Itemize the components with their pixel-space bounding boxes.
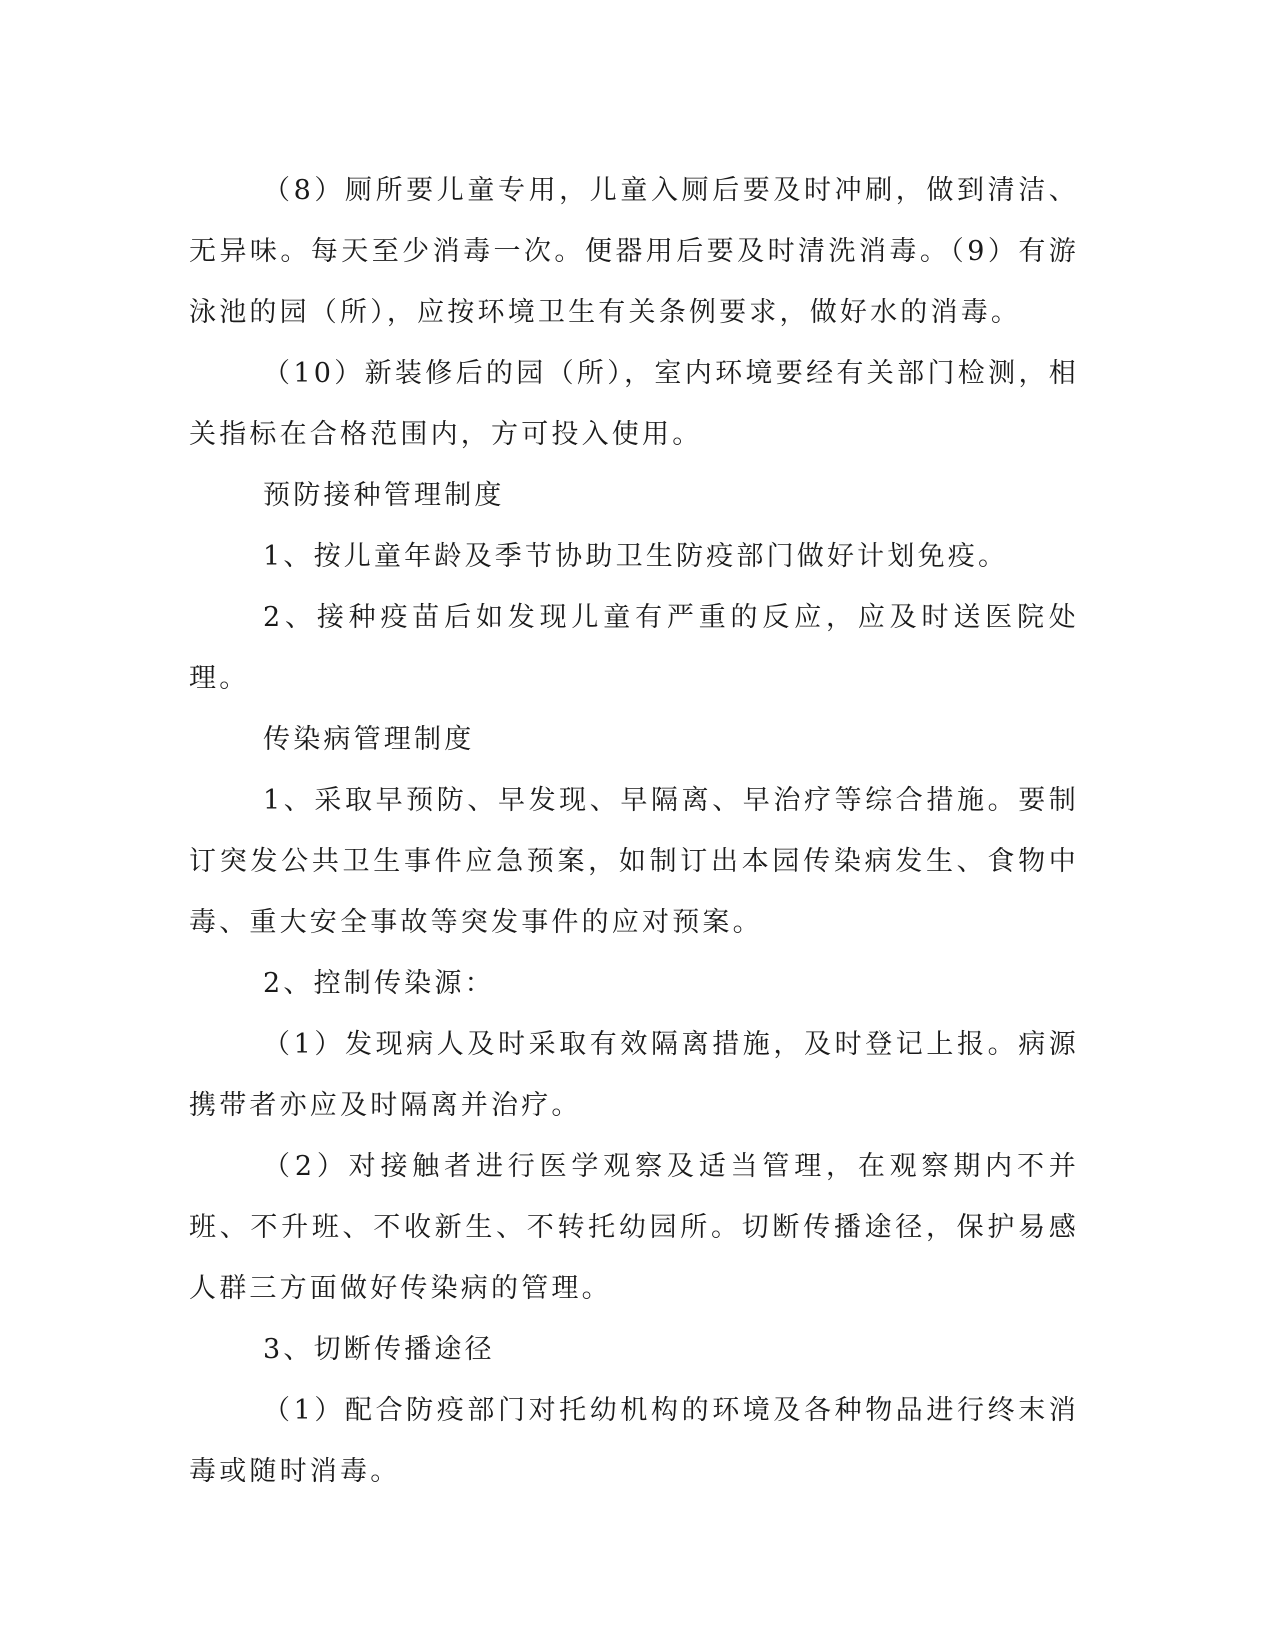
- paragraph-disease-3: 3、切断传播途径: [263, 1334, 495, 1365]
- paragraph-toilet-hygiene: （8）厕所要儿童专用，儿童入厕后要及时冲刷，做到清洁、无异味。每天至少消毒一次。便器用后要及时清洗消毒。（9）有游泳池的园（所），应按环境卫生有关条例要求，做好水的消毒。: [189, 175, 1079, 328]
- document-body: [189, 160, 1079, 1502]
- section-heading-vaccination: 预防接种管理制度: [263, 480, 505, 511]
- paragraph-vaccination-2: 2、接种疫苗后如发现儿童有严重的反应，应及时送医院处理。: [189, 602, 1079, 694]
- paragraph-renovation-inspection: （10）新装修后的园（所），室内环境要经有关部门检测，相关指标在合格范围内，方可投入使用。: [189, 358, 1079, 450]
- paragraph-disease-2-1: （1）发现病人及时采取有效隔离措施，及时登记上报。病源携带者亦应及时隔离并治疗。: [189, 1029, 1079, 1121]
- paragraph-disease-1: 1、采取早预防、早发现、早隔离、早治疗等综合措施。要制订突发公共卫生事件应急预案，如制订出本园传染病发生、食物中毒、重大安全事故等突发事件的应对预案。: [189, 785, 1079, 938]
- paragraph-disease-2: 2、控制传染源：: [263, 968, 495, 999]
- section-heading-infectious-disease: 传染病管理制度: [263, 724, 475, 755]
- paragraph-disease-2-2: （2）对接触者进行医学观察及适当管理，在观察期内不并班、不升班、不收新生、不转托幼园所。切断传播途径，保护易感人群三方面做好传染病的管理。: [189, 1151, 1079, 1304]
- paragraph-disease-3-1: （1）配合防疫部门对托幼机构的环境及各种物品进行终末消毒或随时消毒。: [189, 1395, 1079, 1487]
- paragraph-vaccination-1: 1、按儿童年龄及季节协助卫生防疫部门做好计划免疫。: [263, 541, 1009, 572]
